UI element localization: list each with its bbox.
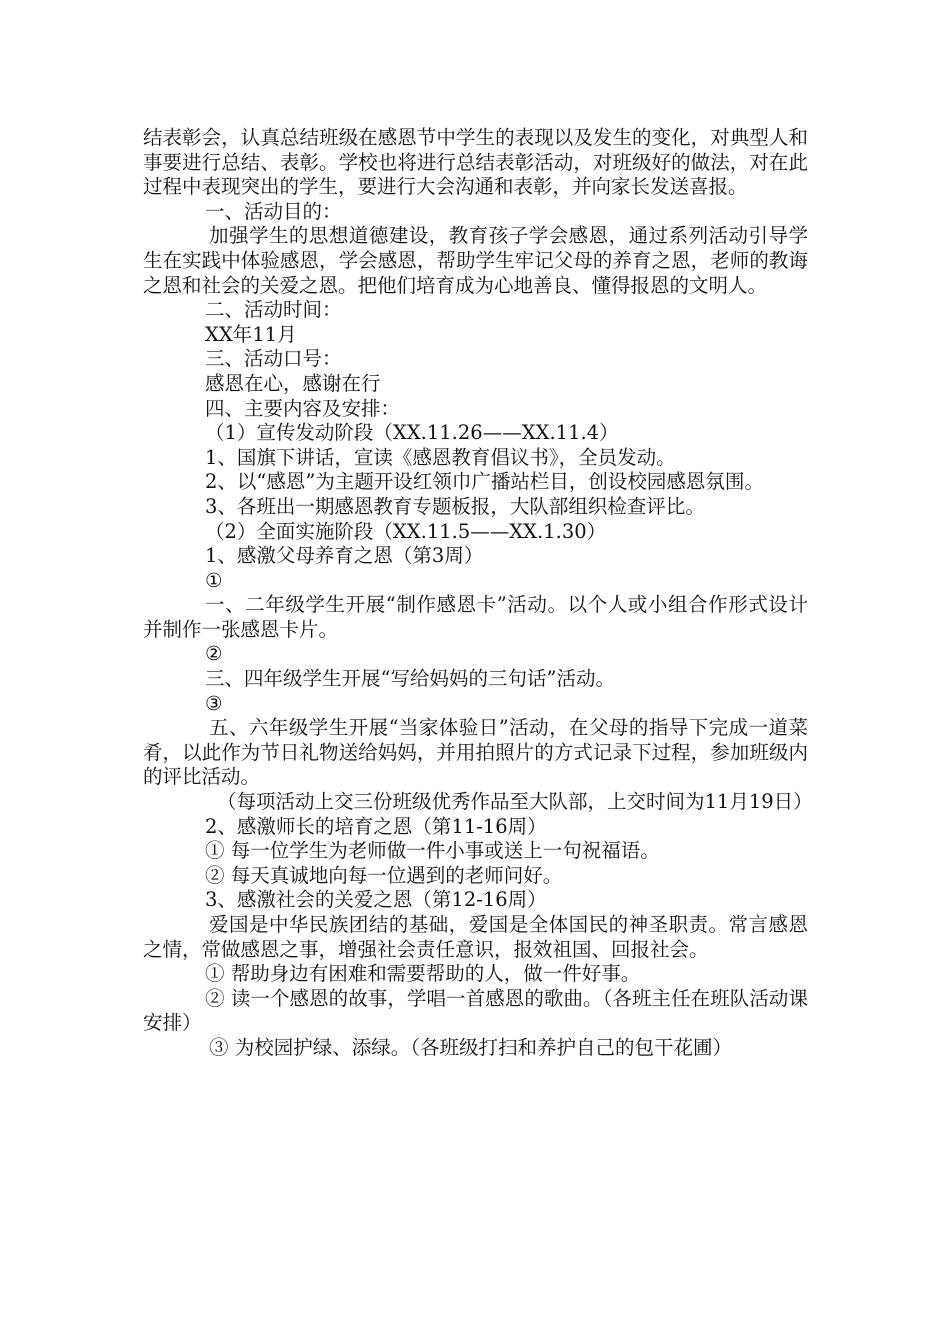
patriotism-paragraph: 爱国是中华民族团结的基础，爱国是全体国民的神圣职责。常言感恩之情，常做感恩之事，增强社会责任意识，报效祖国、回报社会。: [143, 913, 808, 961]
stage-1-item-2: 2、以“感恩”为主题开设红领巾广播站栏目，创设校园感恩氛围。: [205, 470, 764, 494]
activity-slogan-value: 感恩在心，感谢在行: [205, 371, 381, 395]
circled-number-2: ②: [205, 642, 223, 666]
society-gratitude-heading: 3、感激社会的关爱之恩（第12-16周）: [205, 888, 547, 912]
document-body: [143, 126, 813, 1061]
grade-3-4-activity: 三、四年级学生开展“写给妈妈的三句话”活动。: [205, 667, 615, 691]
activity-time-value: XX年11月: [205, 322, 297, 346]
parents-gratitude-heading: 1、感激父母养育之恩（第3周）: [205, 544, 484, 568]
stage-1-heading: （1）宣传发动阶段（XX.11.26——XX.11.4）: [205, 421, 619, 445]
society-item-2: ② 读一个感恩的故事，学唱一首感恩的歌曲。（各班主任在班队活动课安排）: [143, 986, 808, 1035]
heading-activity-goal: 一、活动目的：: [205, 199, 342, 223]
circled-number-3: ③: [205, 691, 223, 715]
society-item-3: ③ 为校园护绿、添绿。（各班级打扫和养护自己的包干花圃）: [209, 1035, 732, 1059]
circled-number-1: ①: [205, 568, 223, 592]
teachers-item-1: ① 每一位学生为老师做一件小事或送上一句祝福语。: [205, 839, 660, 863]
stage-1-item-3: 3、各班出一期感恩教育专题板报，大队部组织检查评比。: [205, 494, 705, 518]
heading-activity-time: 二、活动时间：: [205, 298, 342, 322]
submission-note: （每项活动上交三份班级优秀作品至大队部，上交时间为11月19日）: [217, 790, 813, 814]
stage-1-item-1: 1、国旗下讲话，宣读《感恩教育倡议书》，全员发动。: [205, 445, 676, 469]
heading-main-content: 四、主要内容及安排：: [205, 396, 401, 420]
grade-1-2-activity: 一、二年级学生开展“制作感恩卡”活动。以个人或小组合作形式设计并制作一张感恩卡片。: [143, 593, 808, 641]
heading-activity-slogan: 三、活动口号：: [205, 347, 342, 371]
grade-5-6-activity: 五、六年级学生开展“当家体验日”活动，在父母的指导下完成一道菜肴，以此作为节日礼物送给妈妈，并用拍照片的方式记录下过程，参加班级内的评比活动。: [143, 716, 808, 789]
stage-2-heading: （2）全面实施阶段（XX.11.5——XX.1.30）: [205, 519, 607, 543]
society-item-1: ① 帮助身边有困难和需要帮助的人，做一件好事。: [205, 962, 641, 986]
paragraph-summary: 结表彰会，认真总结班级在感恩节中学生的表现以及发生的变化，对典型人和事要进行总结、表彰。学校也将进行总结表彰活动，对班级好的做法，对在此过程中表现突出的学生，要进行大会沟通和表彰，并向家长发送喜报。: [143, 126, 808, 199]
teachers-item-2: ② 每天真诚地向每一位遇到的老师问好。: [205, 863, 563, 887]
teachers-gratitude-heading: 2、感激师长的培育之恩（第11-16周）: [205, 814, 547, 838]
paragraph-activity-goal: 加强学生的思想道德建设，教育孩子学会感恩，通过系列活动引导学生在实践中体验感恩，学会感恩，帮助学生牢记父母的养育之恩，老师的教诲之恩和社会的关爱之恩。把他们培育成为心地善良、懂得报恩的文明人。: [143, 224, 808, 297]
